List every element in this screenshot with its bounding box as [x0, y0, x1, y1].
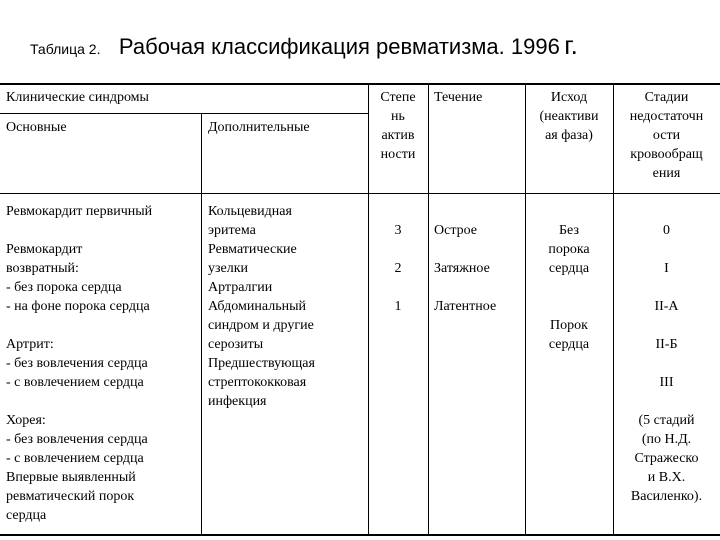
header-clinical-syndromes: Клинические синдромы — [6, 90, 149, 105]
cell-line: - с вовлечением сердца — [6, 375, 144, 390]
cell-line: II-А — [654, 299, 679, 314]
cell-line: сердца — [548, 337, 590, 352]
cell-line: Кольцевидная — [208, 204, 292, 219]
additional-syndromes-cell — [208, 202, 315, 411]
stages-cell — [613, 202, 720, 506]
cell-line: (по Н.Д. — [641, 432, 692, 447]
cell-line: ревматический порок — [6, 489, 135, 504]
cell-line: актив — [381, 128, 415, 143]
header-main-syndromes: Основные — [6, 120, 67, 135]
cell-line: ая фаза) — [545, 128, 593, 143]
cell-line: Степе — [380, 90, 416, 105]
cell-line: сердца — [6, 508, 47, 523]
cell-line: - без порока сердца — [6, 280, 122, 295]
cell-line: Стадии — [644, 90, 689, 105]
cell-line: синдром и другие — [208, 318, 314, 333]
cell-line: сердца — [548, 261, 590, 276]
cell-line: 1 — [394, 299, 402, 314]
cell-line: - без вовлечения сердца — [6, 432, 148, 447]
cell-line — [368, 202, 428, 221]
header-course: Течение — [434, 90, 483, 105]
cell-line — [6, 392, 152, 411]
cell-line — [434, 278, 496, 297]
header-outcome — [525, 88, 613, 145]
table-title-suffix: г. — [564, 30, 578, 60]
cell-line: порока — [548, 242, 590, 257]
cell-line: инфекция — [208, 394, 267, 409]
column-divider — [428, 83, 429, 535]
cell-line: I — [664, 261, 669, 276]
cell-line: Латентное — [434, 299, 497, 314]
cell-line: - с вовлечением сердца — [6, 451, 144, 466]
cell-line — [368, 278, 428, 297]
cell-line — [613, 240, 720, 259]
cell-line — [525, 202, 613, 221]
cell-line: III — [659, 375, 674, 390]
cell-line — [613, 354, 720, 373]
cell-line: эритема — [208, 223, 256, 238]
cell-line: Впервые выявленный — [6, 470, 136, 485]
cell-line: - на фоне порока сердца — [6, 299, 150, 314]
slide-title — [30, 30, 578, 61]
main-syndromes-cell — [6, 202, 152, 525]
cell-line — [613, 316, 720, 335]
header-stages — [613, 88, 720, 183]
cell-line: Предшествующая — [208, 356, 315, 371]
cell-line: нь — [391, 109, 405, 124]
table-number: Таблица 2. — [30, 41, 101, 57]
table-border-top — [0, 83, 720, 85]
cell-line: - без вовлечения сердца — [6, 356, 148, 371]
cell-line — [525, 297, 613, 316]
cell-line: II-Б — [655, 337, 678, 352]
course-cell — [434, 202, 496, 316]
header-divider — [0, 113, 368, 114]
cell-line — [6, 221, 152, 240]
cell-line: Василенко). — [630, 489, 703, 504]
cell-line — [525, 278, 613, 297]
cell-line: узелки — [208, 261, 249, 276]
cell-line: возвратный: — [6, 261, 79, 276]
header-additional-syndromes: Дополнительные — [208, 120, 310, 135]
cell-line: Хорея: — [6, 413, 46, 428]
cell-line: Острое — [434, 223, 477, 238]
header-activity — [368, 88, 428, 164]
cell-line: ности — [380, 147, 416, 162]
cell-line: Ревмокардит первичный — [6, 204, 153, 219]
cell-line: серозиты — [208, 337, 264, 352]
cell-line: стрептококковая — [208, 375, 307, 390]
cell-line: Абдоминальный — [208, 299, 306, 314]
cell-line — [434, 202, 496, 221]
table-border-bottom — [0, 534, 720, 536]
cell-line: ения — [652, 166, 681, 181]
cell-line: кровообращ — [630, 147, 703, 162]
cell-line: ости — [652, 128, 681, 143]
cell-line: 2 — [394, 261, 402, 276]
cell-line: Исход — [550, 90, 588, 105]
cell-line: Стражеско — [634, 451, 699, 466]
cell-line: Порок — [550, 318, 588, 333]
column-divider — [201, 113, 202, 535]
cell-line — [613, 278, 720, 297]
cell-line: 0 — [663, 223, 670, 238]
cell-line — [6, 316, 152, 335]
cell-line — [613, 392, 720, 411]
cell-line: недостаточн — [629, 109, 704, 124]
cell-line: Без — [559, 223, 579, 238]
outcome-cell — [525, 202, 613, 354]
cell-line — [434, 240, 496, 259]
header-bottom-border — [0, 193, 720, 194]
activity-cell — [368, 202, 428, 316]
cell-line: Ревмокардит — [6, 242, 83, 257]
cell-line — [368, 240, 428, 259]
cell-line: Артралгии — [208, 280, 273, 295]
cell-line: 3 — [394, 223, 402, 238]
cell-line: и В.Х. — [647, 470, 686, 485]
cell-line: Затяжное — [434, 261, 490, 276]
cell-line: (5 стадий — [638, 413, 695, 428]
cell-line: Ревматические — [208, 242, 297, 257]
cell-line — [613, 202, 720, 221]
cell-line: (неактиви — [539, 109, 599, 124]
cell-line: Артрит: — [6, 337, 54, 352]
table-title: Рабочая классификация ревматизма. 1996 — [118, 34, 560, 59]
